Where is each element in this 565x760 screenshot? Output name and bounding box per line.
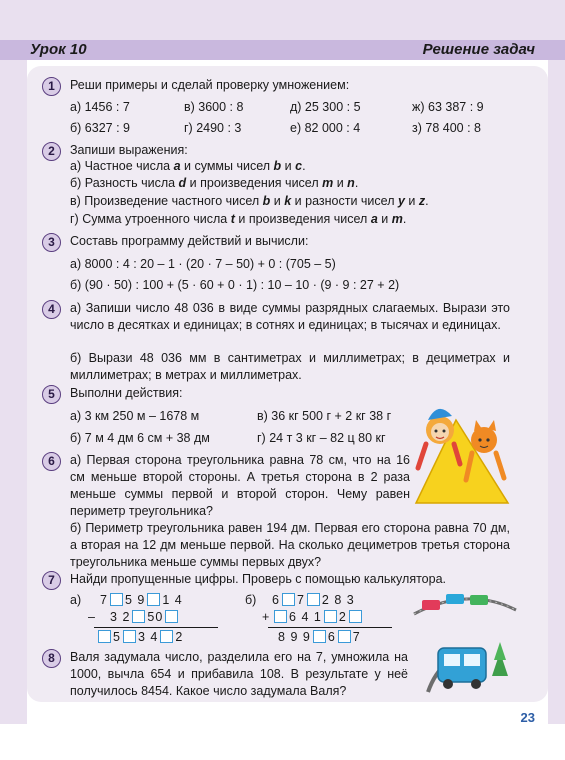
train-illustration: [408, 592, 520, 696]
task-5-item-a: а) 3 км 250 м – 1678 м: [70, 409, 200, 423]
task-3-title: Составь программу действий и вычисли:: [70, 234, 309, 248]
task-1-item-zh: ж) 63 387 : 9: [412, 100, 484, 114]
lesson-label: Урок 10: [30, 41, 87, 58]
task-7b-label: б): [245, 593, 257, 607]
task-2-title: Запиши выражения:: [70, 143, 188, 157]
task-6-item-a: а) Первая сторона треугольника равна 78 см, что на 16 см меньше второй стороны. А третья сторона в 2 раза меньше суммы первой и второй сторон. Чему равен периметр треугольника?: [70, 453, 410, 518]
task-7-title: Найди пропущенные цифры. Проверь с помощью калькулятора.: [70, 572, 446, 586]
task-number-1: 1: [42, 77, 61, 96]
digit-box[interactable]: [324, 610, 337, 623]
task-5-item-b: б) 7 м 4 дм 6 см + 38 дм: [70, 431, 210, 445]
digit-box[interactable]: [147, 593, 160, 606]
digit-box[interactable]: [165, 610, 178, 623]
task-number-6: 6: [42, 452, 61, 471]
page-number: 23: [520, 710, 535, 725]
task-number-2: 2: [42, 142, 61, 161]
kids-triangle-illustration: [408, 398, 523, 510]
digit-box[interactable]: [110, 593, 123, 606]
digit-box[interactable]: [338, 630, 351, 643]
task-2-item-b: б) Разность числа d и произведения чисел m и n.: [70, 176, 359, 190]
left-margin: [0, 44, 27, 724]
task-7b-plus-sign: +: [262, 610, 270, 624]
task-7a-label: а): [70, 593, 82, 607]
task-4-item-b: б) Вырази 48 036 мм в сантиметрах и миллиметрах; в дециметрах и миллиметрах; в метрах и миллиметрах.: [70, 351, 510, 382]
task-3-item-a: а) 8000 : 4 : 20 – 1 · (20 · 7 – 50) + 0 : (705 – 5): [70, 257, 336, 271]
task-4-item-a: а) Запиши число 48 036 в виде суммы разрядных слагаемых. Вырази это число в десятках и единицах; в сотнях и единицах; в тысячах и единицах.: [70, 301, 510, 332]
cat-head: [471, 427, 497, 453]
topic-label: Решение задач: [422, 41, 535, 58]
task-7b-addend-1: 6 7 2 8 3: [272, 593, 355, 607]
task-3-item-b: б) (90 · 50) : 100 + (5 · 60 + 0 · 1) : 10 – 10 · (9 · 9 : 27 + 2): [70, 278, 400, 292]
task-7a-difference: 5 3 4 2: [96, 629, 183, 646]
task-1-item-d: д) 25 300 : 5: [290, 100, 361, 114]
digit-box[interactable]: [349, 610, 362, 623]
task-1-item-a: а) 1456 : 7: [70, 100, 130, 114]
header-band: [0, 0, 565, 44]
digit-box[interactable]: [313, 630, 326, 643]
task-1-item-z: з) 78 400 : 8: [412, 121, 481, 135]
digit-box[interactable]: [123, 630, 136, 643]
digit-box[interactable]: [132, 610, 145, 623]
task-7a-minuend: 7 5 9 1 4: [100, 593, 183, 607]
right-margin: [548, 44, 565, 724]
task-1-title: Реши примеры и сделай проверку умножением:: [70, 78, 350, 92]
task-5-title: Выполни действия:: [70, 386, 183, 400]
task-8-text: Валя задумала число, разделила его на 7, умножила на 1000, вычла 654 и прибавила 108. В результате у неё получилось 8454. Какое число задумала Валя?: [70, 650, 408, 698]
task-number-3: 3: [42, 233, 61, 252]
digit-box[interactable]: [274, 610, 287, 623]
task-7a-rule: [94, 627, 218, 628]
task-7b-addend-2: 6 4 1 2: [272, 609, 364, 626]
task-number-7: 7: [42, 571, 61, 590]
task-number-8: 8: [42, 649, 61, 668]
digit-box[interactable]: [282, 593, 295, 606]
task-7b-sum: 8 9 9 6 7: [278, 630, 361, 644]
task-5-item-g: г) 24 т 3 кг – 82 ц 80 кг: [257, 431, 386, 445]
task-number-5: 5: [42, 385, 61, 404]
task-2-item-g: г) Сумма утроенного числа t и произведения чисел a и m.: [70, 212, 407, 226]
task-2-item-v: в) Произведение частного чисел b и k и разности чисел y и z.: [70, 194, 429, 208]
task-number-4: 4: [42, 300, 61, 319]
task-5-item-v: в) 36 кг 500 г + 2 кг 38 г: [257, 409, 392, 423]
task-2-item-a: а) Частное числа a и суммы чисел b и c.: [70, 159, 306, 173]
digit-box[interactable]: [307, 593, 320, 606]
task-7b-rule: [268, 627, 392, 628]
task-7a-minus-sign: –: [88, 610, 95, 624]
task-1-item-b: б) 6327 : 9: [70, 121, 130, 135]
digit-box[interactable]: [160, 630, 173, 643]
digit-box[interactable]: [98, 630, 111, 643]
task-1-item-v: в) 3600 : 8: [184, 100, 244, 114]
task-1-item-e: е) 82 000 : 4: [290, 121, 361, 135]
task-1-item-g: г) 2490 : 3: [184, 121, 242, 135]
task-6-item-b: б) Периметр треугольника равен 194 дм. Первая его сторона равна 70 дм, а вторая на 12 дм меньше первой. На сколько дециметров третья сторона треугольника меньше суммы первых двух?: [70, 521, 510, 569]
task-7a-subtrahend: 3 2 50: [110, 609, 180, 626]
